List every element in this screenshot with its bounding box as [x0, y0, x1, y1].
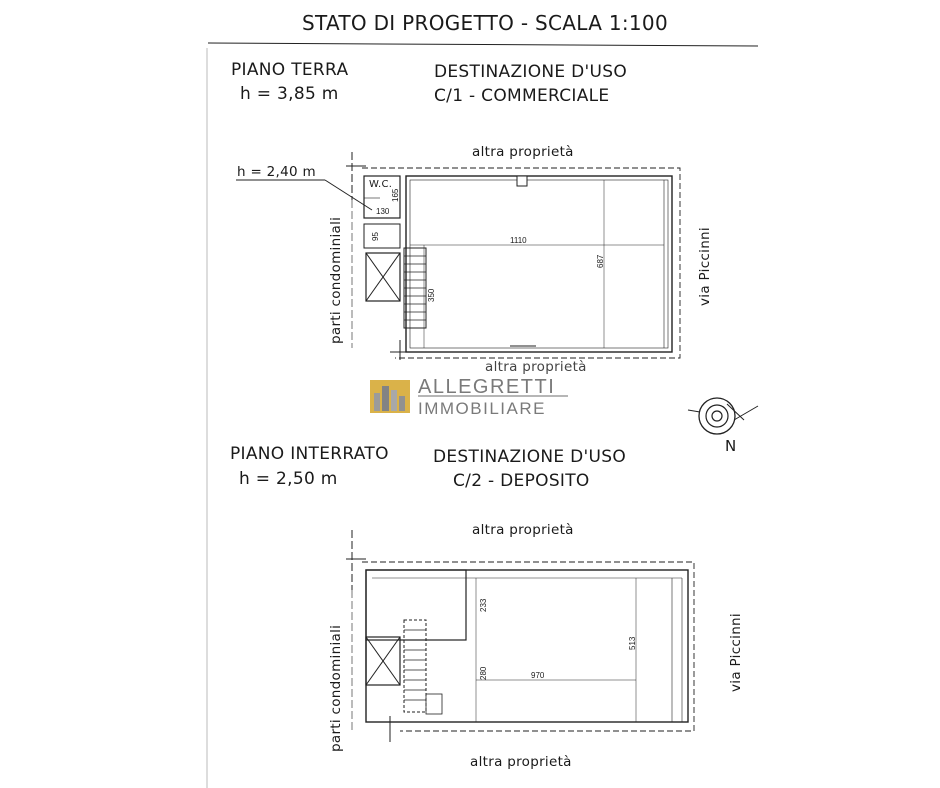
north-label: N [725, 437, 737, 455]
watermark-logo-mark [370, 380, 410, 413]
wc-height-label: h = 2,40 m [237, 164, 316, 180]
ground-floor-use-title: DESTINAZIONE D'USO [434, 62, 628, 82]
watermark-line2: IMMOBILIARE [418, 399, 546, 418]
basement-name: PIANO INTERRATO [230, 444, 389, 464]
ground-dim-depth: 687 [596, 254, 605, 268]
wc-dim-2: 95 [371, 232, 380, 241]
watermark-line1: ALLEGRETTI [418, 376, 556, 398]
wc-dim-depth: 165 [391, 188, 400, 202]
basement-dim-2: 280 [479, 666, 488, 680]
basement-use-title: DESTINAZIONE D'USO [433, 447, 627, 467]
ground-floor-height: h = 3,85 m [240, 84, 339, 104]
ground-floor-name: PIANO TERRA [231, 60, 349, 80]
wc-label: W.C. [369, 179, 393, 190]
ground-west-label: parti condominiali [328, 216, 344, 344]
ground-dim-stair: 350 [427, 288, 436, 302]
basement-dim-depth: 513 [628, 636, 637, 650]
ground-east-label: via Piccinni [697, 227, 713, 306]
ground-dim-width: 1110 [510, 236, 527, 245]
ground-floor-use-value: C/1 - COMMERCIALE [434, 86, 610, 106]
basement-use-value: C/2 - DEPOSITO [453, 471, 590, 491]
basement-east-label: via Piccinni [728, 613, 744, 692]
basement-south-label: altra proprietà [470, 754, 572, 770]
basement-dim-1: 233 [479, 598, 488, 612]
ground-south-label: altra proprietà [485, 359, 587, 375]
basement-north-label: altra proprietà [472, 522, 574, 538]
wc-dim-width: 130 [376, 207, 390, 216]
basement-height: h = 2,50 m [239, 469, 338, 489]
basement-west-label: parti condominiali [328, 624, 344, 752]
basement-dim-width: 970 [531, 671, 545, 680]
drawing-title: STATO DI PROGETTO - SCALA 1:100 [302, 11, 668, 35]
ground-north-label: altra proprietà [472, 144, 574, 160]
